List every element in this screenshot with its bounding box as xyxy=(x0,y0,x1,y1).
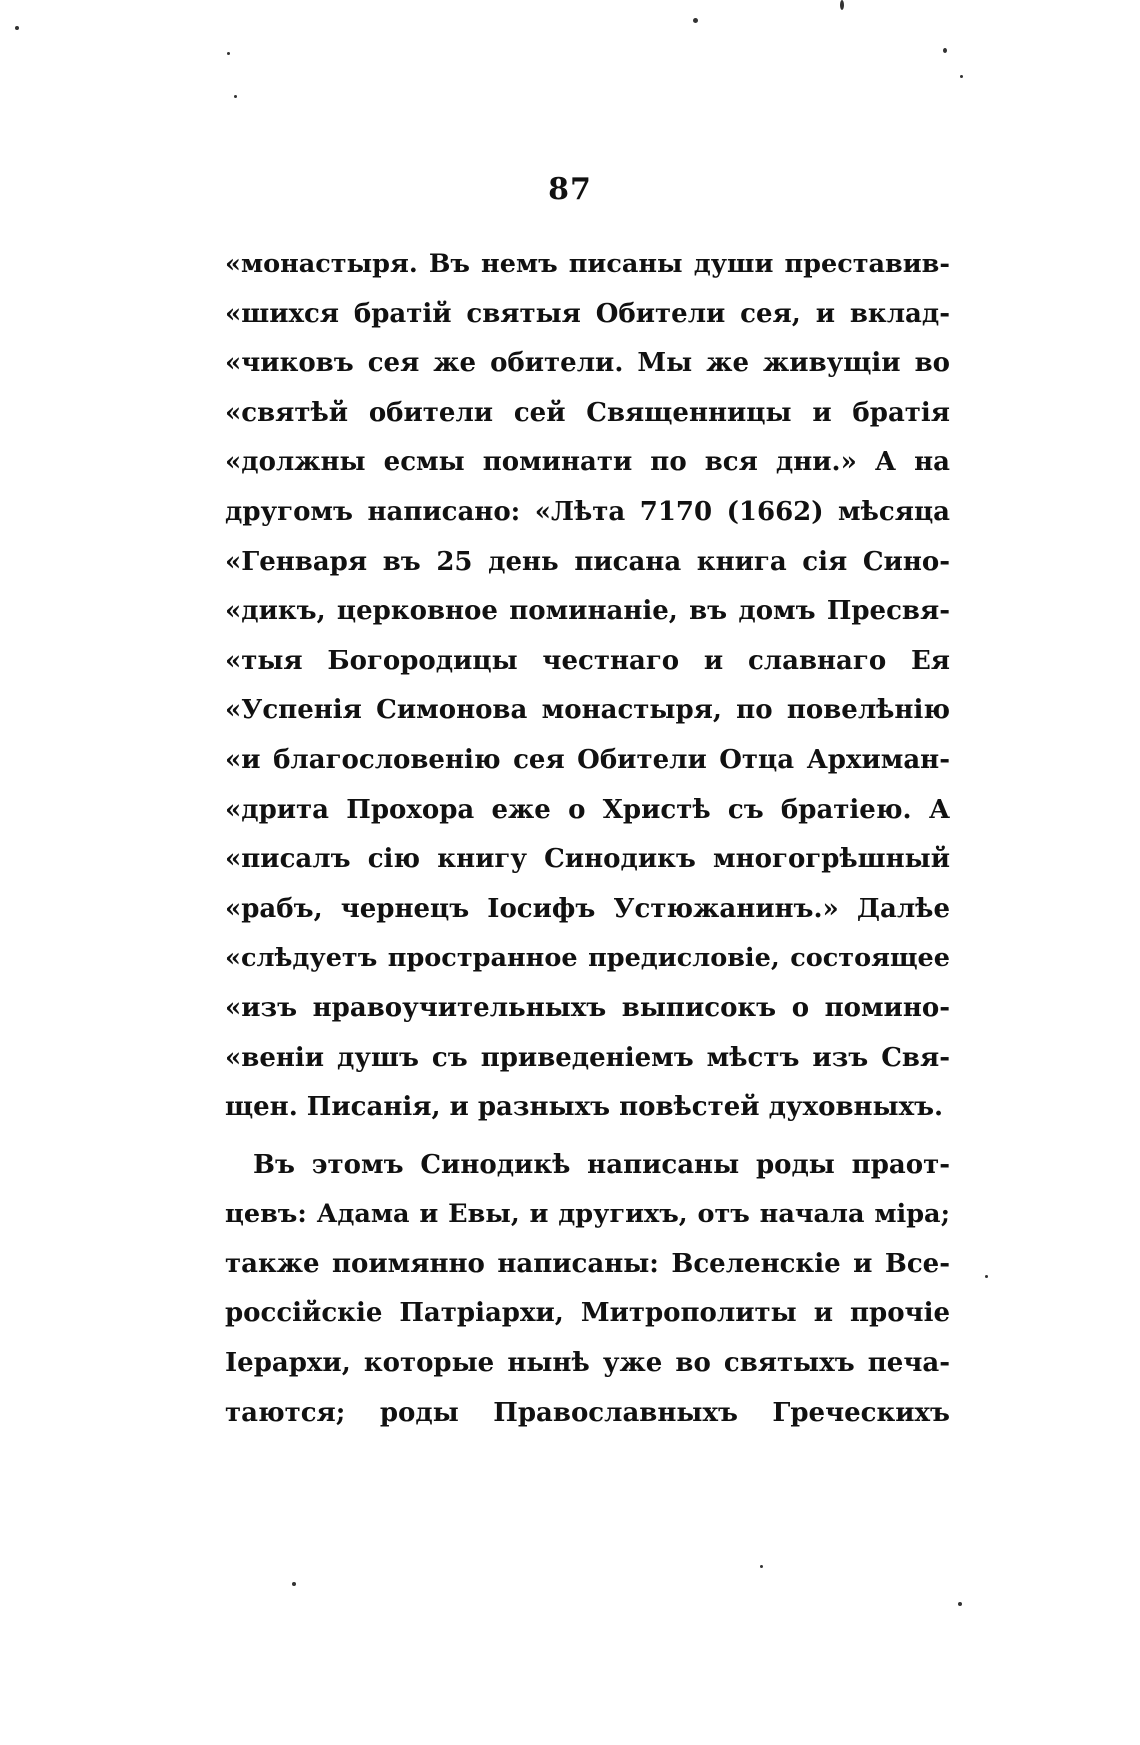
page-number: 87 xyxy=(548,172,592,207)
text-line: «Успенія Симонова монастыря, по повелѣнію xyxy=(225,695,950,726)
text-line: «слѣдуетъ пространное предисловіе, состоящее xyxy=(225,943,950,974)
text-line: «Генваря въ 25 день писана книга сія Сино- xyxy=(225,546,950,577)
scan-speck xyxy=(15,26,19,30)
text-line: «дрита Прохора еже о Христѣ съ братіею. А xyxy=(225,794,950,825)
scan-speck xyxy=(958,1602,962,1606)
paragraph-gap xyxy=(225,1133,950,1141)
text-line: щен. Писанія, и разныхъ повѣстей духовныхъ. xyxy=(225,1092,944,1123)
paragraph-1 xyxy=(225,240,950,1133)
text-line: цевъ: Адама и Евы, и другихъ, отъ начала міра; xyxy=(225,1199,950,1230)
text-line: «писалъ сію книгу Синодикъ многогрѣшный xyxy=(225,844,950,875)
scan-speck xyxy=(292,1582,296,1586)
text-line: Въ этомъ Синодикѣ написаны роды праот- xyxy=(253,1149,950,1180)
text-line: также поимянно написаны: Вселенскіе и Все- xyxy=(225,1248,950,1279)
text-line: россійскіе Патріархи, Митрополиты и прочіе xyxy=(225,1298,950,1329)
text-line: таются; роды Православныхъ Греческихъ xyxy=(225,1397,950,1428)
text-line: другомъ написано: «Лѣта 7170 (1662) мѣсяца xyxy=(225,496,950,527)
text-line: «чиковъ сея же обители. Мы же живущіи во xyxy=(225,348,950,379)
scan-speck xyxy=(693,18,698,23)
text-line: «монастыря. Въ немъ писаны души преставив- xyxy=(225,249,950,279)
text-line: «веніи душъ съ приведеніемъ мѣстъ изъ Свя- xyxy=(225,1042,950,1073)
scan-speck xyxy=(234,95,237,98)
scan-speck xyxy=(227,52,230,55)
text-line: «должны есмы поминати по вся дни.» А на xyxy=(225,447,950,478)
page-text xyxy=(225,240,950,1438)
text-line: «и благословенію сея Обители Отца Архиман- xyxy=(225,744,950,775)
scan-speck xyxy=(840,0,844,10)
scan-speck xyxy=(760,1565,763,1568)
text-line: «изъ нравоучительныхъ выписокъ о помино- xyxy=(225,992,950,1023)
text-line: Іерархи, которые нынѣ уже во святыхъ печа- xyxy=(225,1348,950,1379)
scan-speck xyxy=(943,48,947,53)
text-line: «святѣй обители сей Священницы и братія xyxy=(225,397,950,428)
text-line: «шихся братій святыя Обители сея, и вклад- xyxy=(225,298,950,329)
scan-speck xyxy=(960,75,963,78)
text-line: «рабъ, чернецъ Іосифъ Устюжанинъ.» Далѣе xyxy=(225,893,950,924)
text-line: «тыя Богородицы честнаго и славнаго Ея xyxy=(225,645,950,676)
paragraph-2 xyxy=(225,1141,950,1439)
text-line: «дикъ, церковное поминаніе, въ домъ Пресвя- xyxy=(225,596,950,627)
scan-speck xyxy=(985,1275,988,1278)
